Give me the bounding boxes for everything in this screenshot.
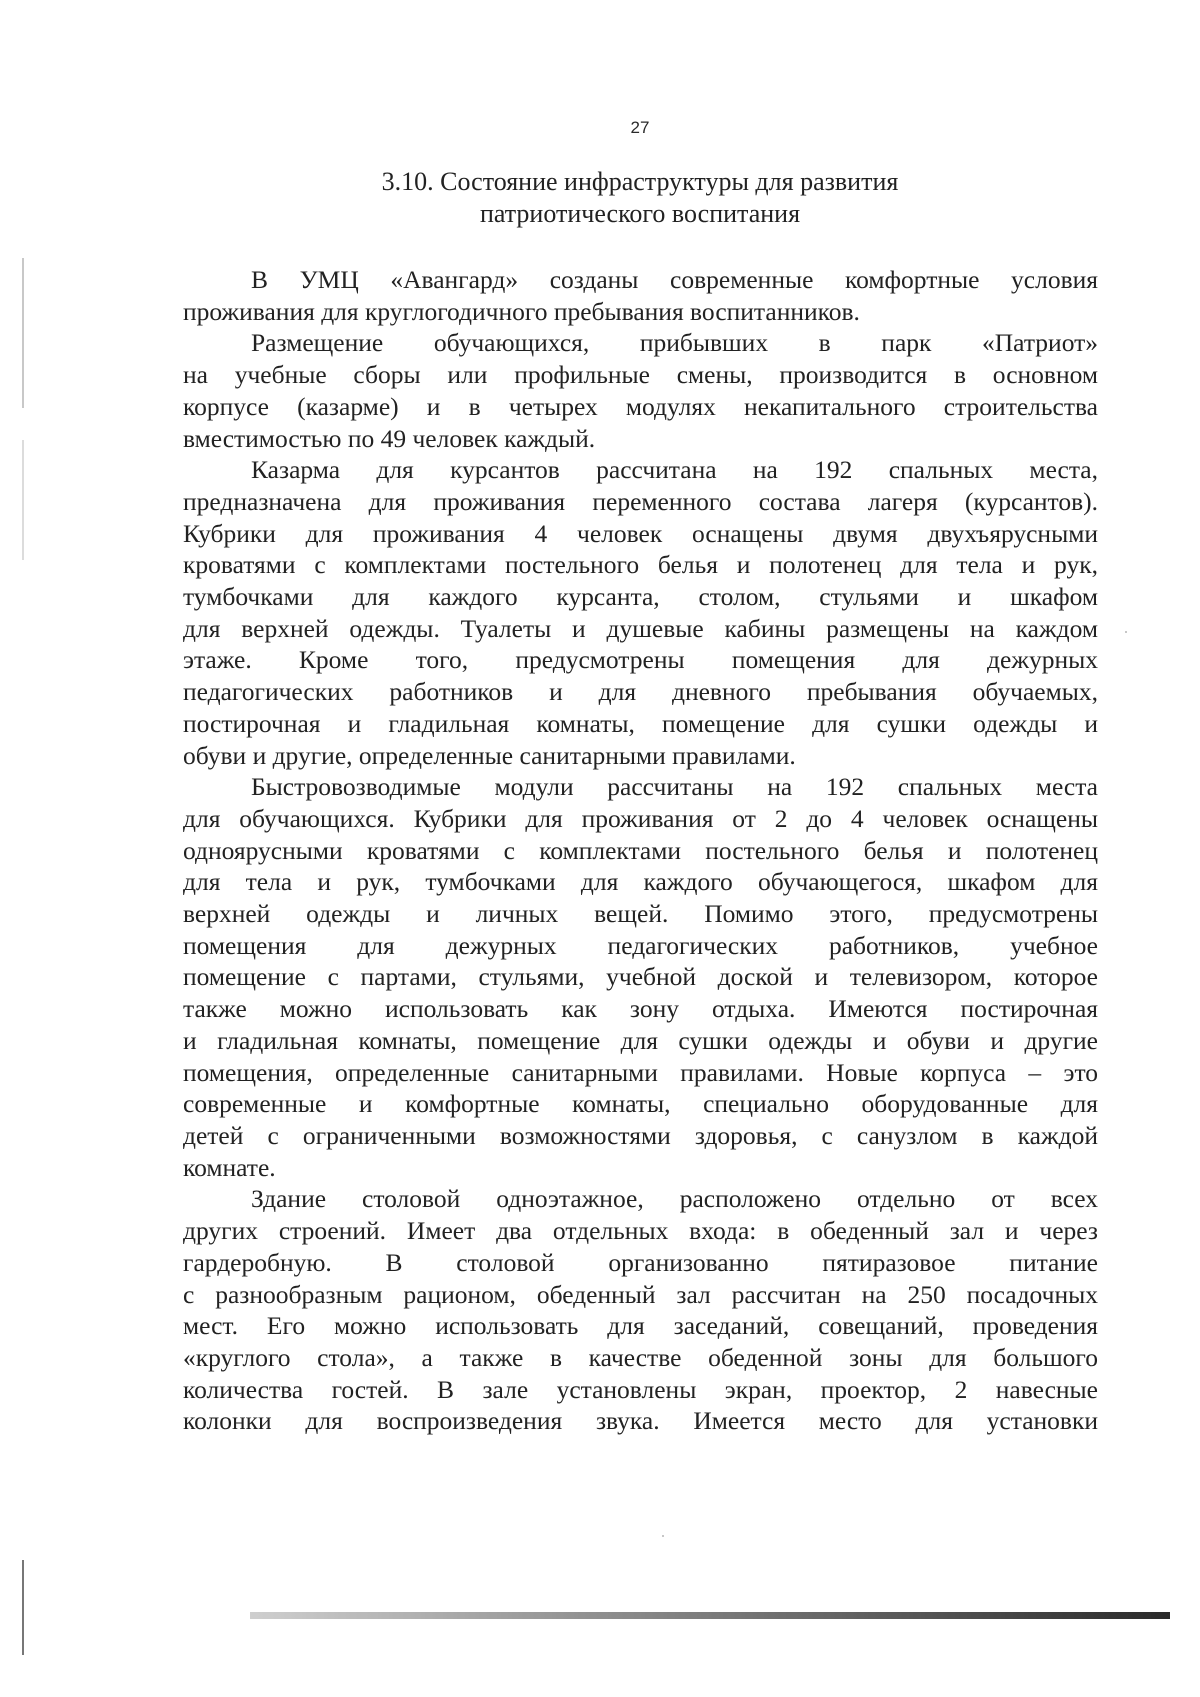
- paragraph-line: для тела и рук, тумбочками для каждого обучающегося, шкафом для: [183, 867, 1098, 897]
- paragraph: [183, 1183, 1098, 1437]
- paragraph-line: этаже. Кроме того, предусмотрены помещения для дежурных: [183, 645, 1098, 675]
- paragraph-line: количества гостей. В зале установлены экран, проектор, 2 навесные: [183, 1374, 1098, 1404]
- paragraph-line: гардеробную. В столовой организованно пятиразовое питание: [183, 1247, 1098, 1277]
- paragraph-line: помещение с партами, стульями, учебной доской и телевизором, которое: [183, 962, 1098, 992]
- paragraph-line: В УМЦ «Авангард» созданы современные комфортные условия: [251, 265, 1098, 294]
- paragraph-line: и гладильная комнаты, помещение для сушки одежды и обуви и другие: [183, 1025, 1098, 1055]
- paragraph: [183, 771, 1098, 1183]
- body-text: [183, 264, 1098, 1437]
- paragraph-line: Здание столовой одноэтажное, расположено отдельно от всех: [251, 1184, 1098, 1214]
- paragraph: [183, 264, 1098, 327]
- paragraph-line: «круглого стола», а также в качестве обеденной зоны для большого: [183, 1342, 1098, 1372]
- paragraph-line: детей с ограниченными возможностями здоровья, с санузлом в каждой: [183, 1120, 1098, 1150]
- bottom-rule: [250, 1612, 1170, 1619]
- paragraph-line: мест. Его можно использовать для заседаний, совещаний, проведения: [183, 1311, 1098, 1341]
- scan-edge-mark-top: [22, 258, 24, 408]
- paragraph-line: Размещение обучающихся, прибывших в парк «Патриот»: [251, 328, 1098, 358]
- paragraph-line: Быстровозводимые модули рассчитаны на 192 спальных места: [251, 772, 1098, 802]
- section-heading-line-1: 3.10. Состояние инфраструктуры для развития: [381, 167, 899, 196]
- section-heading: [0, 166, 1200, 230]
- paragraph-line: для верхней одежды. Туалеты и душевые кабины размещены на каждом: [183, 613, 1098, 643]
- paragraph-line: корпусе (казарме) и в четырех модулях некапитального строительства: [183, 391, 1098, 421]
- section-heading-line-2: патриотического воспитания: [479, 199, 801, 228]
- paragraph-line: для обучающихся. Кубрики для проживания от 2 до 4 человек оснащены: [183, 803, 1098, 833]
- scan-speck: [662, 1535, 664, 1537]
- paragraph-line: верхней одежды и личных вещей. Помимо этого, предусмотрены: [183, 899, 1098, 929]
- paragraph-line: Казарма для курсантов рассчитана на 192 спальных места,: [251, 455, 1098, 485]
- paragraph-line: современные и комфортные комнаты, специально оборудованные для: [183, 1089, 1098, 1119]
- paragraph-line: одноярусными кроватями с комплектами постельного белья и полотенец: [183, 835, 1098, 865]
- paragraph-line: предназначена для проживания переменного состава лагеря (курсантов).: [183, 486, 1098, 516]
- paragraph-line: тумбочками для каждого курсанта, столом, стульями и шкафом: [183, 582, 1098, 612]
- scan-edge-mark-bottom: [22, 1560, 24, 1655]
- paragraph-line: также можно использовать как зону отдыха. Имеются постирочная: [183, 994, 1098, 1024]
- paragraph: [183, 454, 1098, 771]
- paragraph-line: на учебные сборы или профильные смены, производится в основном: [183, 360, 1098, 390]
- paragraph-line: других строений. Имеет два отдельных входа: в обеденный зал и через: [183, 1216, 1098, 1246]
- paragraph-line: кроватями с комплектами постельного белья и полотенец для тела и рук,: [183, 550, 1098, 580]
- paragraph-line: Кубрики для проживания 4 человек оснащены двумя двухъярусными: [183, 518, 1098, 548]
- paragraph-line: проживания для круглогодичного пребывания воспитанников.: [183, 296, 860, 326]
- paragraph-line: комнате.: [183, 1152, 276, 1182]
- paragraph-line: с разнообразным рационом, обеденный зал рассчитан на 250 посадочных: [183, 1279, 1098, 1309]
- paragraph-line: помещения для дежурных педагогических работников, учебное: [183, 930, 1098, 960]
- scan-edge-mark-mid: [22, 440, 24, 560]
- paragraph-line: педагогических работников и для дневного пребывания обучаемых,: [183, 677, 1098, 707]
- paragraph-line: обуви и другие, определенные санитарными правилами.: [183, 740, 796, 770]
- paragraph: [183, 327, 1098, 454]
- scan-speck: [1125, 631, 1127, 633]
- paragraph-line: колонки для воспроизведения звука. Имеется место для установки: [183, 1406, 1098, 1436]
- paragraph-line: постирочная и гладильная комнаты, помещение для сушки одежды и: [183, 708, 1098, 738]
- page-number: 27: [630, 118, 650, 137]
- paragraph-line: вместимостью по 49 человек каждый.: [183, 423, 596, 453]
- paragraph-line: помещения, определенные санитарными правилами. Новые корпуса – это: [183, 1057, 1098, 1087]
